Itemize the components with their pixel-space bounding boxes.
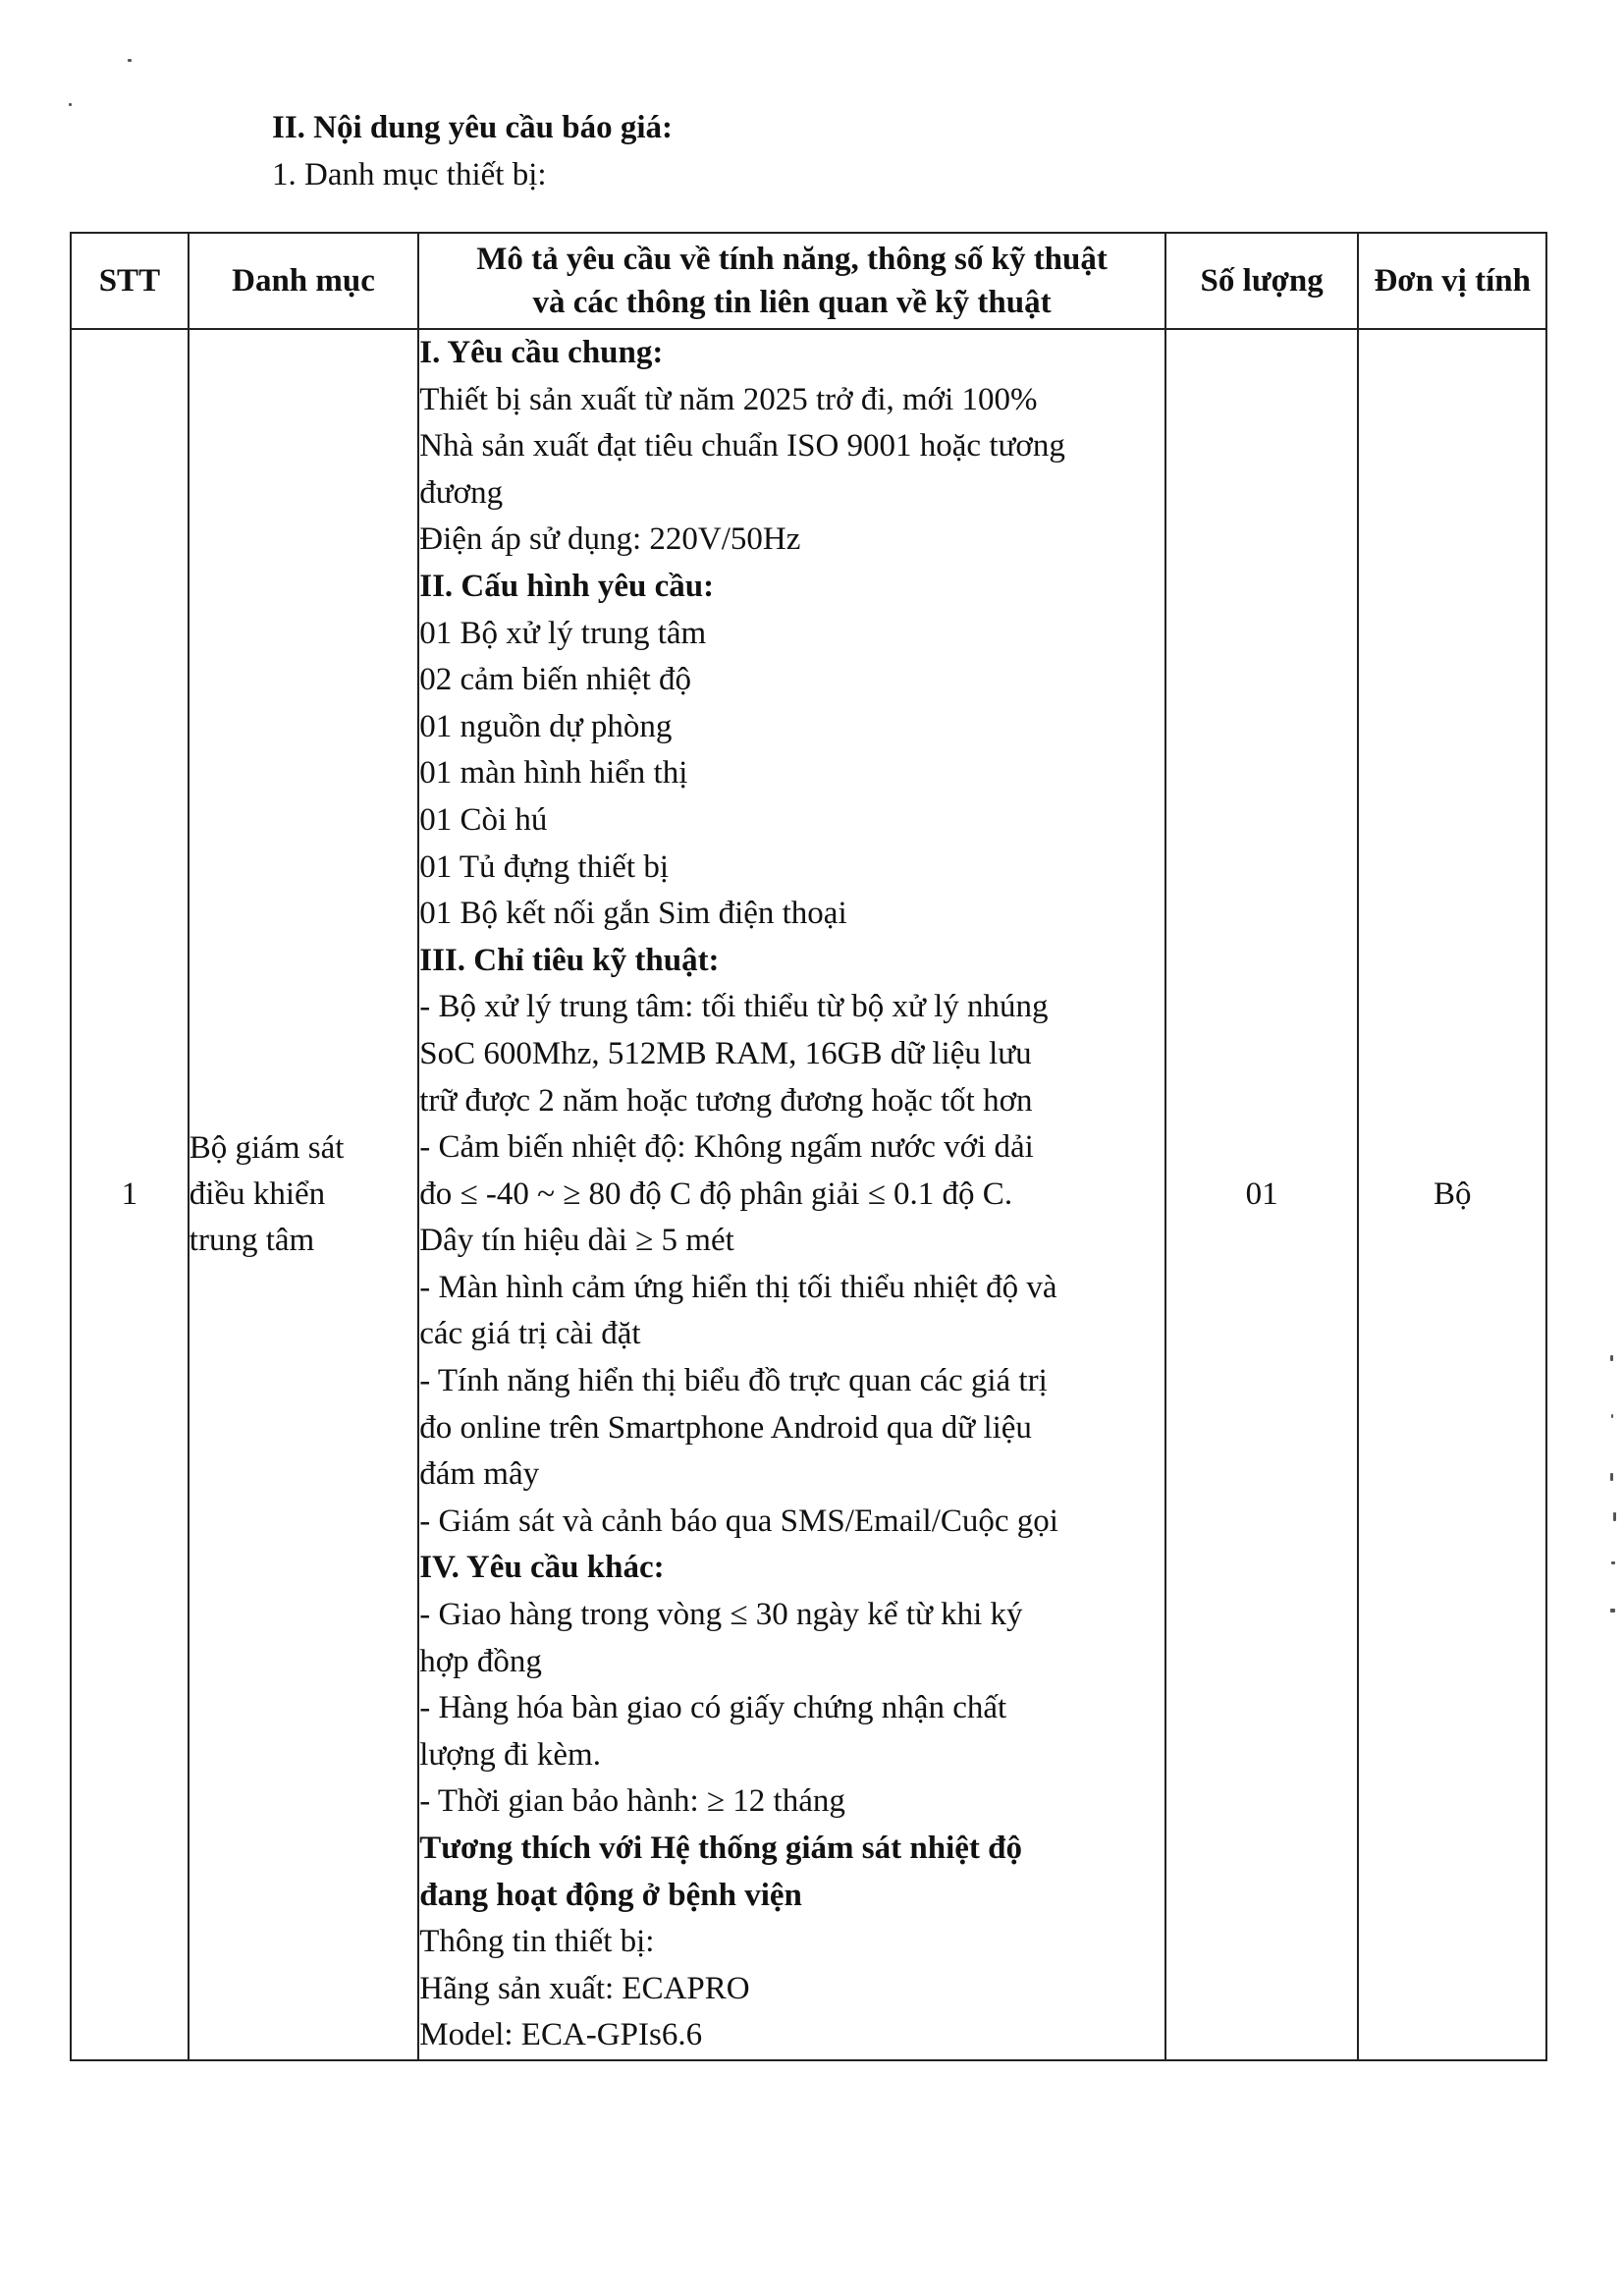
section-title: II. Nội dung yêu cầu báo giá: bbox=[272, 110, 674, 145]
description-section-heading: Tương thích với Hệ thống giám sát nhiệt độ bbox=[419, 1831, 1022, 1866]
description-section-heading: đang hoạt động ở bệnh viện bbox=[419, 1877, 802, 1913]
description-line: 02 cảm biến nhiệt độ bbox=[419, 662, 691, 698]
description-line: 01 Bộ xử lý trung tâm bbox=[419, 615, 707, 651]
category-line: trung tâm bbox=[189, 1222, 315, 1258]
equipment-table bbox=[70, 232, 1547, 2061]
category-line: Bộ giám sát bbox=[189, 1129, 345, 1166]
description-line: Dây tín hiệu dài ≥ 5 mét bbox=[419, 1223, 734, 1259]
description-line: - Bộ xử lý trung tâm: tối thiểu từ bộ xử lý nhúng bbox=[419, 989, 1049, 1025]
description-line: - Thời gian bảo hành: ≥ 12 tháng bbox=[419, 1783, 845, 1820]
table-row bbox=[71, 329, 1546, 2060]
scan-speck bbox=[1610, 1609, 1615, 1613]
description-line: hợp đồng bbox=[419, 1643, 542, 1679]
description-line: Nhà sản xuất đạt tiêu chuẩn ISO 9001 hoặc tương bbox=[419, 428, 1065, 465]
description-line: đám mây bbox=[419, 1456, 540, 1493]
row-description bbox=[418, 329, 1165, 2060]
description-line: Thông tin thiết bị: bbox=[419, 1924, 655, 1960]
description-line: - Hàng hóa bàn giao có giấy chứng nhận chất bbox=[419, 1690, 1007, 1726]
scan-speck bbox=[69, 103, 72, 106]
description-section-heading: I. Yêu cầu chung: bbox=[419, 335, 664, 370]
description-line: - Màn hình cảm ứng hiển thị tối thiểu nhiệt độ và bbox=[419, 1269, 1057, 1305]
description-section-heading: III. Chỉ tiêu kỹ thuật: bbox=[419, 942, 720, 978]
header-unit: Đơn vị tính bbox=[1358, 233, 1546, 329]
scan-speck bbox=[128, 59, 132, 62]
section-subtitle: 1. Danh mục thiết bị: bbox=[272, 157, 547, 192]
description-line: Hãng sản xuất: ECAPRO bbox=[419, 1970, 750, 2006]
description-line: các giá trị cài đặt bbox=[419, 1316, 641, 1352]
description-line: đo ≤ -40 ~ ≥ 80 độ C độ phân giải ≤ 0.1 độ C. bbox=[419, 1175, 1013, 1212]
description-line: - Cảm biến nhiệt độ: Không ngấm nước với dải bbox=[419, 1129, 1034, 1166]
description-line: - Tính năng hiển thị biểu đồ trực quan các giá trị bbox=[419, 1363, 1048, 1399]
description-line: lượng đi kèm. bbox=[419, 1736, 601, 1773]
description-line: Thiết bị sản xuất từ năm 2025 trở đi, mới 100% bbox=[419, 381, 1038, 417]
header-category: Danh mục bbox=[189, 233, 418, 329]
description-line: 01 Tủ đựng thiết bị bbox=[419, 848, 670, 885]
row-unit: Bộ bbox=[1358, 329, 1546, 2060]
description-line: 01 Còi hú bbox=[419, 801, 548, 838]
description-line: đo online trên Smartphone Android qua dữ liệu bbox=[419, 1409, 1032, 1446]
table-header-row bbox=[71, 233, 1546, 329]
row-quantity: 01 bbox=[1165, 329, 1359, 2060]
description-line: 01 nguồn dự phòng bbox=[419, 708, 673, 744]
row-stt: 1 bbox=[71, 329, 189, 2060]
description-line: SoC 600Mhz, 512MB RAM, 16GB dữ liệu lưu bbox=[419, 1035, 1032, 1071]
header-quantity: Số lượng bbox=[1165, 233, 1359, 329]
description-line: - Giao hàng trong vòng ≤ 30 ngày kể từ khi ký bbox=[419, 1597, 1023, 1633]
category-line: điều khiển bbox=[189, 1175, 326, 1212]
header-description-line-1: Mô tả yêu cầu về tính năng, thông số kỹ thuật bbox=[476, 242, 1108, 277]
header-description-line-2: và các thông tin liên quan về kỹ thuật bbox=[532, 285, 1052, 320]
header-stt: STT bbox=[71, 233, 189, 329]
scan-speck bbox=[1613, 1512, 1616, 1521]
description-line: trữ được 2 năm hoặc tương đương hoặc tốt hơn bbox=[419, 1082, 1033, 1119]
scan-speck bbox=[1610, 1473, 1613, 1481]
description-line: 01 màn hình hiển thị bbox=[419, 755, 688, 792]
description-line: Model: ECA-GPIs6.6 bbox=[419, 2017, 703, 2053]
scan-speck bbox=[1611, 1414, 1613, 1418]
description-line: 01 Bộ kết nối gắn Sim điện thoại bbox=[419, 896, 847, 932]
header-description bbox=[418, 233, 1165, 329]
description-line: - Giám sát và cảnh báo qua SMS/Email/Cuộc gọi bbox=[419, 1503, 1058, 1539]
description-section-heading: II. Cấu hình yêu cầu: bbox=[419, 568, 715, 604]
description-line: Điện áp sử dụng: 220V/50Hz bbox=[419, 521, 801, 558]
scan-speck bbox=[1610, 1355, 1613, 1361]
description-section-heading: IV. Yêu cầu khác: bbox=[419, 1550, 665, 1586]
row-category bbox=[189, 329, 418, 2060]
scan-speck bbox=[1611, 1561, 1615, 1564]
description-line: đương bbox=[419, 474, 504, 511]
